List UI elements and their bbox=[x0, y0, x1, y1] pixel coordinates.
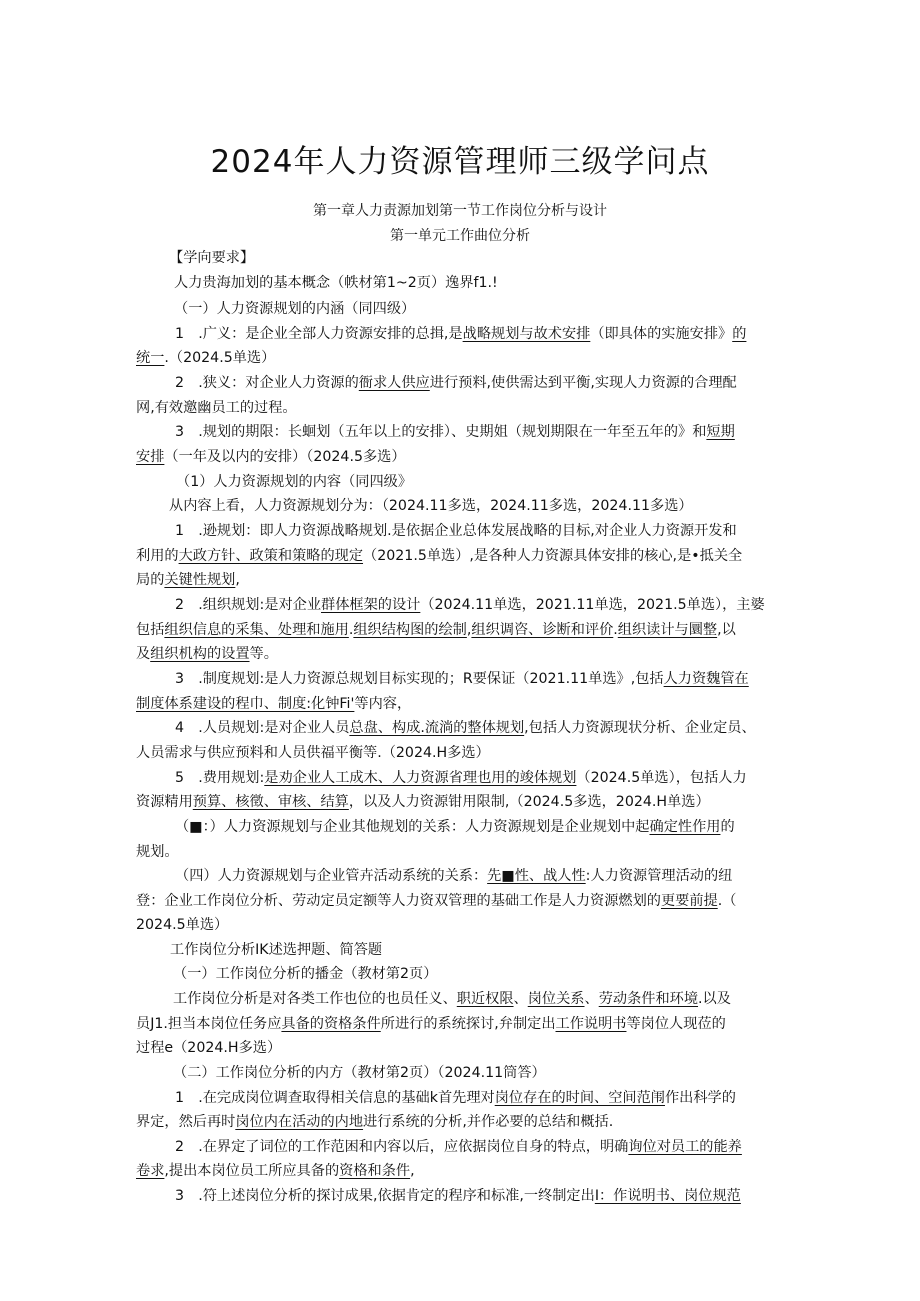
text-run: 1 .逊规划：即人力资源战略规划.是依据企业总体发展战略的目标,对企业人力资源开发和 bbox=[175, 523, 737, 539]
text-run: 工作岗位分析是对各类工作也位的也员任义、 bbox=[173, 991, 457, 1007]
unit-heading: 第一单元工作曲位分析 bbox=[390, 228, 530, 244]
text-line bbox=[136, 693, 411, 715]
text-run: ,包括人力资源现状分析、企业定员、 bbox=[524, 720, 756, 736]
text-run: 界定，然后再时 bbox=[136, 1114, 236, 1130]
text-run: 1 .广义：是企业全部人力资源安排的总揖,是 bbox=[175, 326, 463, 342]
text-run: ，以及人力资源钳用限制,（2024.5多选，2024.H单选） bbox=[348, 794, 710, 810]
text-line bbox=[136, 545, 742, 567]
text-line bbox=[136, 791, 710, 813]
underlined-text: 先■性、战人性 bbox=[487, 868, 586, 884]
text-run: 【学向要求】 bbox=[169, 250, 255, 266]
text-run: ,以 bbox=[717, 622, 736, 638]
text-line bbox=[169, 495, 693, 517]
underlined-text: 组织调咨、诊断和评价 bbox=[471, 622, 614, 638]
underlined-text: 更要前提 bbox=[660, 893, 718, 909]
text-line bbox=[175, 1185, 741, 1207]
text-run: （2024.11单选，2021.11单选，2021.5单选），主婆 bbox=[420, 597, 765, 613]
underlined-text: 的 bbox=[732, 326, 747, 342]
text-line bbox=[173, 963, 437, 985]
text-run: （■：）人力资源规划与企业其他规划的关系：人力资源规划是企业规划中起 bbox=[175, 819, 650, 835]
text-line bbox=[136, 643, 278, 665]
text-run: （一）人力资源规划的内涵（同四级） bbox=[174, 301, 416, 317]
underlined-text: I：作说明书、岗位规范 bbox=[594, 1188, 741, 1204]
text-run: 局的 bbox=[136, 572, 165, 588]
text-run: 过程e（2024.H多选） bbox=[136, 1040, 282, 1056]
text-run: 等。 bbox=[249, 646, 278, 662]
text-run: , bbox=[235, 572, 240, 588]
text-line bbox=[169, 247, 254, 269]
text-run: 3 .制度规划:是人力资源总规划目标实现的；R要保证（2021.11单选》,包括 bbox=[175, 671, 664, 687]
text-line bbox=[170, 939, 382, 961]
text-line bbox=[175, 372, 737, 394]
text-run: 4 .人员规划:是对企业人员 bbox=[175, 720, 350, 736]
text-line bbox=[136, 1013, 726, 1035]
underlined-text: 组织机构的设置 bbox=[150, 646, 250, 662]
underlined-text: 岗位存在的时间、空间范闱 bbox=[494, 1090, 665, 1106]
text-run: 等内容， bbox=[354, 696, 412, 712]
text-run: 1 .在完成岗位调查取得相关信息的基础k首先理对 bbox=[175, 1090, 495, 1106]
text-line bbox=[175, 668, 749, 690]
text-run: 所进行的系统探讨,弁制定出 bbox=[380, 1016, 556, 1032]
chapter-heading: 第一章人力责源加划第一节工作岗位分析与设计 bbox=[313, 203, 607, 219]
text-run: （二）工作岗位分析的内方（教材第2页）（2024.11筒答） bbox=[173, 1065, 546, 1081]
text-run: 利用的 bbox=[136, 548, 179, 564]
text-run: （即具体的实施安排》 bbox=[590, 326, 733, 342]
text-run: 人力贵海加划的基本概念（帙材第1~2页）逸界f1.! bbox=[174, 275, 498, 291]
underlined-text: 工作说明书 bbox=[555, 1016, 627, 1032]
text-line bbox=[175, 717, 756, 739]
text-run: 员J1.担当本岗位任务应 bbox=[136, 1016, 282, 1032]
text-run: 2024.5单选） bbox=[136, 917, 229, 933]
underlined-text: 制度体系建设的程巾、制度:化钟Fi' bbox=[136, 696, 355, 712]
text-line bbox=[136, 347, 275, 369]
text-line bbox=[136, 742, 490, 764]
text-line bbox=[175, 1087, 736, 1109]
text-line bbox=[136, 841, 179, 863]
underlined-text: 关键性规划 bbox=[164, 572, 236, 588]
underlined-text: 大政方针、政策和策略的现定 bbox=[178, 548, 364, 564]
text-run: 作出科学的 bbox=[664, 1090, 736, 1106]
text-run: . bbox=[613, 622, 618, 638]
text-run: , bbox=[466, 622, 472, 638]
underlined-text: 群体框架的设计 bbox=[321, 597, 421, 613]
text-run: .（ bbox=[717, 893, 737, 909]
underlined-text: 岗位关系 bbox=[527, 991, 585, 1007]
text-line bbox=[175, 594, 765, 616]
page-title: 2024年人力资源管理师三级学问点 bbox=[210, 144, 710, 180]
text-run: （2024.5单选），包括人力 bbox=[576, 770, 747, 786]
text-line bbox=[136, 397, 297, 419]
underlined-text: 是劝企业人工成木、人力资源省理也用的竣体规划 bbox=[264, 770, 577, 786]
underlined-text: 衙求人供应 bbox=[358, 375, 430, 391]
text-line bbox=[175, 767, 747, 789]
text-line bbox=[175, 865, 732, 887]
underlined-text: 岗位内在活动的内地 bbox=[235, 1114, 364, 1130]
text-line bbox=[136, 1111, 613, 1133]
text-run: 网,有效邀幽员工的过程。 bbox=[136, 400, 297, 416]
underlined-text: 安排 bbox=[136, 449, 165, 465]
text-line bbox=[175, 1136, 742, 1158]
text-run: （2021.5单选）,是各种人力资源具体安排的核心,是•抵关全 bbox=[363, 548, 743, 564]
text-run: 的 bbox=[720, 819, 735, 835]
text-line bbox=[176, 471, 412, 493]
underlined-text: 劳动条件和环境 bbox=[598, 991, 699, 1007]
text-run: 资源精用 bbox=[136, 794, 193, 810]
text-run: 5 .费用规划: bbox=[175, 770, 265, 786]
text-run: （1）人力资源规划的内容（同四级》 bbox=[176, 474, 413, 490]
underlined-text: 组织信息的采集、处理和施用 bbox=[164, 622, 349, 638]
underlined-text: 统一 bbox=[136, 350, 165, 366]
text-line bbox=[136, 569, 240, 591]
text-line bbox=[136, 914, 228, 936]
text-run: 3 .符上述岗位分析的探讨成果,依据肯定的程序和标准,一终制定出 bbox=[175, 1188, 595, 1204]
underlined-text: 战略规划与故术安排 bbox=[462, 326, 591, 342]
text-run: . bbox=[348, 622, 354, 638]
text-run: 2 .在界定了词位的工作范困和内容以后，应依据岗位自身的特点，明确 bbox=[175, 1139, 629, 1155]
text-run: 从内容上看，人力资源规划分为：（2024.11多选，2024.11多选，2024.11多选） bbox=[169, 498, 693, 514]
text-run: 等岗位人现莅的 bbox=[626, 1016, 726, 1032]
underlined-text: 组织读计与圜整 bbox=[617, 622, 718, 638]
text-run: 2 .狭义：对企业人力资源的 bbox=[175, 375, 359, 391]
text-line bbox=[175, 816, 735, 838]
text-run: 规划。 bbox=[136, 844, 179, 860]
underlined-text: 组织结构图的绘制 bbox=[353, 622, 467, 638]
text-line bbox=[175, 421, 735, 443]
underlined-text: 具备的资格条件 bbox=[281, 1016, 381, 1032]
underlined-text: 总盘、构成.流淌的整体规划 bbox=[349, 720, 525, 736]
underlined-text: 卷求 bbox=[136, 1163, 165, 1179]
text-run: , bbox=[410, 1163, 415, 1179]
text-run: 2 .组织规划:是对企业 bbox=[175, 597, 322, 613]
text-run: 及 bbox=[136, 646, 151, 662]
underlined-text: 资格和条件 bbox=[339, 1163, 411, 1179]
text-run: 进行系统的分析,并作必要的总结和概括. bbox=[363, 1114, 614, 1130]
text-run: 包括 bbox=[136, 622, 165, 638]
underlined-text: 短期 bbox=[706, 424, 735, 440]
text-run: （四）人力资源规划与企业管卉活动系统的关系： bbox=[175, 868, 488, 884]
text-run: （一年及以内的安排）（2024.5多选） bbox=[164, 449, 406, 465]
text-line bbox=[175, 323, 746, 345]
text-line bbox=[136, 1160, 415, 1182]
underlined-text: 人力资魏管在 bbox=[663, 671, 749, 687]
text-run: 工作岗位分析IK述选押题、简答题 bbox=[170, 942, 383, 958]
text-run: .以及 bbox=[698, 991, 731, 1007]
text-run: ,提出本岗位员工所应具备的 bbox=[164, 1163, 340, 1179]
text-line bbox=[175, 520, 737, 542]
text-run: 3 .规划的期限：长蛔划（五年以上的安排）、史期姐（规划期限在一年至五年的》和 bbox=[175, 424, 707, 440]
text-line bbox=[136, 1037, 281, 1059]
text-line bbox=[136, 619, 736, 641]
underlined-text: 职近权限 bbox=[456, 991, 514, 1007]
text-run: 登：企业工作岗位分析、劳动定员定额等人力资双管理的基础工作是人力资源燃划的 bbox=[136, 893, 661, 909]
text-line bbox=[136, 446, 406, 468]
text-run: （一）工作岗位分析的播金（教材第2页） bbox=[173, 966, 438, 982]
text-line bbox=[136, 890, 736, 912]
text-run: 、 bbox=[584, 991, 599, 1007]
text-run: .（2024.5单选） bbox=[164, 350, 276, 366]
text-run: 人员需求与供应预料和人员供福平衡等.（2024.H多选） bbox=[136, 745, 490, 761]
text-line bbox=[174, 272, 498, 294]
text-line bbox=[174, 298, 415, 320]
underlined-text: 确定性作用 bbox=[649, 819, 721, 835]
text-run: 、 bbox=[513, 991, 528, 1007]
underlined-text: 预算、核徵、审核、结算 bbox=[192, 794, 349, 810]
text-run: :人力资源管理活动的纽 bbox=[585, 868, 733, 884]
text-run: 进行预料,使供需达到平衡,实现人力资源的合理配 bbox=[429, 375, 737, 391]
text-line bbox=[173, 988, 731, 1010]
underlined-text: 询位对员工的能养 bbox=[628, 1139, 742, 1155]
text-line bbox=[173, 1062, 546, 1084]
